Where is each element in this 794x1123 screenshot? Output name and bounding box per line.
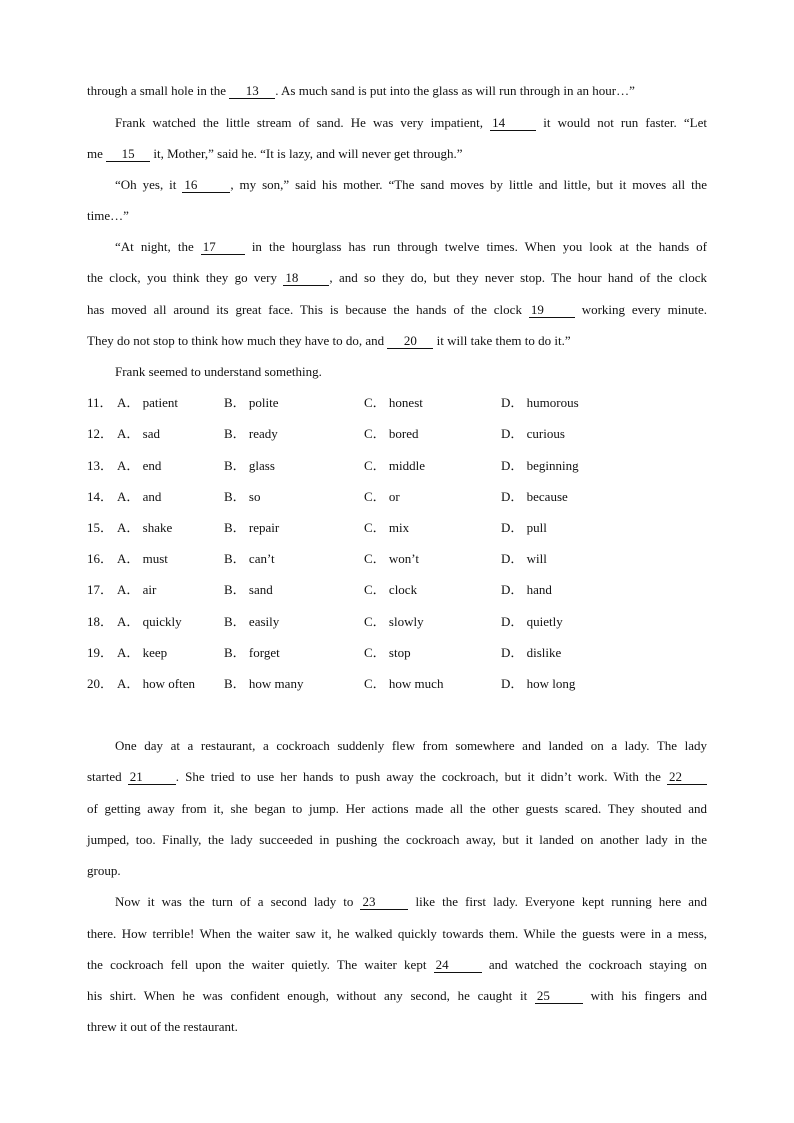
option-c: C． stop xyxy=(364,645,411,660)
text: group. xyxy=(87,863,121,878)
text: Frank seemed to understand something. xyxy=(115,364,322,379)
text: with his fingers and xyxy=(590,988,707,1003)
option-row-18 xyxy=(87,614,707,630)
text: time…” xyxy=(87,208,129,223)
blank-22: 22 xyxy=(667,770,707,785)
option-d: D． dislike xyxy=(501,645,562,660)
text: in the hourglass has run through twelve times. When you look at the hands of xyxy=(251,239,708,254)
option-b: B． so xyxy=(224,489,261,504)
option-b: B． can’t xyxy=(224,551,275,566)
question-number: 11． xyxy=(87,395,113,410)
passage1-line-6 xyxy=(115,239,707,255)
passage1-line-2 xyxy=(115,115,707,131)
option-c: C． or xyxy=(364,489,400,504)
option-a: A． how often xyxy=(117,676,195,691)
option-b: B． repair xyxy=(224,520,280,535)
option-row-11 xyxy=(87,395,707,411)
text: and watched the cockroach staying on xyxy=(488,957,707,972)
text: his shirt. When he was confident enough, without any second, he caught it xyxy=(87,988,528,1003)
text: Frank watched the little stream of sand. He was very impatient, xyxy=(115,115,483,130)
question-number: 16． xyxy=(87,551,114,566)
option-c: C． middle xyxy=(364,458,426,473)
option-b: B． ready xyxy=(224,426,278,441)
option-c: C． clock xyxy=(364,582,418,597)
option-d: D． because xyxy=(501,489,568,504)
passage2-line-4 xyxy=(87,832,707,848)
question-number: 19． xyxy=(87,645,114,660)
text: . She tried to use her hands to push away the cockroach, but it didn’t work. With the xyxy=(175,769,661,784)
passage1-line-9 xyxy=(87,333,707,349)
text: of getting away from it, she began to jump. Her actions made all the other guests scared. They shouted and xyxy=(87,801,707,816)
text: working every minute. xyxy=(581,302,708,317)
option-d: D． beginning xyxy=(501,458,579,473)
option-a: A． shake xyxy=(117,520,173,535)
passage1-line-5 xyxy=(87,208,707,224)
option-b: B． easily xyxy=(224,614,280,629)
text: threw it out of the restaurant. xyxy=(87,1019,238,1034)
option-b: B． how many xyxy=(224,676,304,691)
option-a: A． patient xyxy=(117,395,179,410)
question-number: 14． xyxy=(87,489,114,504)
text: They do not stop to think how much they have to do, and xyxy=(87,333,385,348)
blank-13: 13 xyxy=(229,84,275,99)
text: me xyxy=(87,146,103,161)
blank-24: 24 xyxy=(434,958,482,973)
blank-15: 15 xyxy=(106,147,150,162)
option-a: A． end xyxy=(117,458,162,473)
option-c: C． won’t xyxy=(364,551,420,566)
option-row-14 xyxy=(87,489,707,505)
option-c: C． slowly xyxy=(364,614,424,629)
option-d: D． curious xyxy=(501,426,565,441)
text: like the first lady. Everyone kept running here and xyxy=(415,894,708,909)
blank-19: 19 xyxy=(529,303,575,318)
blank-21: 21 xyxy=(128,770,176,785)
text: the cockroach fell upon the waiter quietly. The waiter kept xyxy=(87,957,427,972)
question-number: 15． xyxy=(87,520,114,535)
question-number: 18． xyxy=(87,614,114,629)
question-number: 17． xyxy=(87,582,114,597)
passage2-line-1 xyxy=(115,738,707,754)
option-d: D． hand xyxy=(501,582,552,597)
question-number: 13． xyxy=(87,458,114,473)
passage2-line-8 xyxy=(87,957,707,973)
option-row-20 xyxy=(87,676,707,692)
option-b: B． polite xyxy=(224,395,279,410)
option-row-12 xyxy=(87,426,707,442)
option-d: D． humorous xyxy=(501,395,579,410)
text: the clock, you think they go very xyxy=(87,270,278,285)
option-a: A． air xyxy=(117,582,157,597)
option-a: A． keep xyxy=(117,645,168,660)
text: has moved all around its great face. This is because the hands of the clock xyxy=(87,302,522,317)
option-b: B． sand xyxy=(224,582,273,597)
passage2-line-3 xyxy=(87,801,707,817)
option-d: D． will xyxy=(501,551,547,566)
option-row-13 xyxy=(87,458,707,474)
question-number: 20． xyxy=(87,676,114,691)
blank-23: 23 xyxy=(360,895,408,910)
option-c: C． honest xyxy=(364,395,423,410)
passage1-line-10 xyxy=(115,364,735,380)
option-c: C． mix xyxy=(364,520,410,535)
text: “At night, the xyxy=(115,239,194,254)
passage2-line-7 xyxy=(87,926,707,942)
blank-18: 18 xyxy=(283,271,329,286)
blank-14: 14 xyxy=(490,116,536,131)
passage2-line-6 xyxy=(115,894,707,910)
passage1-line-4 xyxy=(115,177,707,193)
option-a: A． must xyxy=(117,551,168,566)
text: One day at a restaurant, a cockroach suddenly flew from somewhere and landed on a lady. The lady xyxy=(115,738,707,753)
option-a: A． sad xyxy=(117,426,160,441)
blank-25: 25 xyxy=(535,989,583,1004)
passage2-line-9 xyxy=(87,988,707,1004)
option-row-16 xyxy=(87,551,707,567)
option-d: D． how long xyxy=(501,676,576,691)
text: , and so they do, but they never stop. The hour hand of the clock xyxy=(329,270,708,285)
option-a: A． quickly xyxy=(117,614,182,629)
blank-20: 20 xyxy=(387,334,433,349)
text: , my son,” said his mother. “The sand moves by little and little, but it moves all the xyxy=(230,177,707,192)
blank-16: 16 xyxy=(182,178,230,193)
option-row-15 xyxy=(87,520,707,536)
text: jumped, too. Finally, the lady succeeded in pushing the cockroach away, but it landed on another lady in the xyxy=(87,832,707,847)
text: . As much sand is put into the glass as will run through in an hour…” xyxy=(275,83,635,98)
text: through a small hole in the xyxy=(87,83,227,98)
passage1-line-3 xyxy=(87,146,707,162)
text: Now it was the turn of a second lady to xyxy=(115,894,354,909)
blank-17: 17 xyxy=(201,240,245,255)
option-d: D． quietly xyxy=(501,614,563,629)
option-row-19 xyxy=(87,645,707,661)
text: started xyxy=(87,769,122,784)
passage1-line-1 xyxy=(87,83,707,99)
text: it would not run faster. “Let xyxy=(543,115,707,130)
option-b: B． forget xyxy=(224,645,280,660)
question-number: 12． xyxy=(87,426,114,441)
text: “Oh yes, it xyxy=(115,177,177,192)
text: there. How terrible! When the waiter saw it, he walked quickly towards them. While the guests were in a mess, xyxy=(87,926,707,941)
passage2-line-2 xyxy=(87,769,707,785)
passage1-line-7 xyxy=(87,270,707,286)
passage1-line-8 xyxy=(87,302,707,318)
passage2-line-5 xyxy=(87,863,707,879)
passage2-line-10 xyxy=(87,1019,707,1035)
option-c: C． bored xyxy=(364,426,419,441)
option-b: B． glass xyxy=(224,458,275,473)
option-a: A． and xyxy=(117,489,162,504)
option-row-17 xyxy=(87,582,707,598)
option-d: D． pull xyxy=(501,520,547,535)
text: it, Mother,” said he. “It is lazy, and will never get through.” xyxy=(153,146,463,161)
option-c: C． how much xyxy=(364,676,444,691)
text: it will take them to do it.” xyxy=(436,333,571,348)
